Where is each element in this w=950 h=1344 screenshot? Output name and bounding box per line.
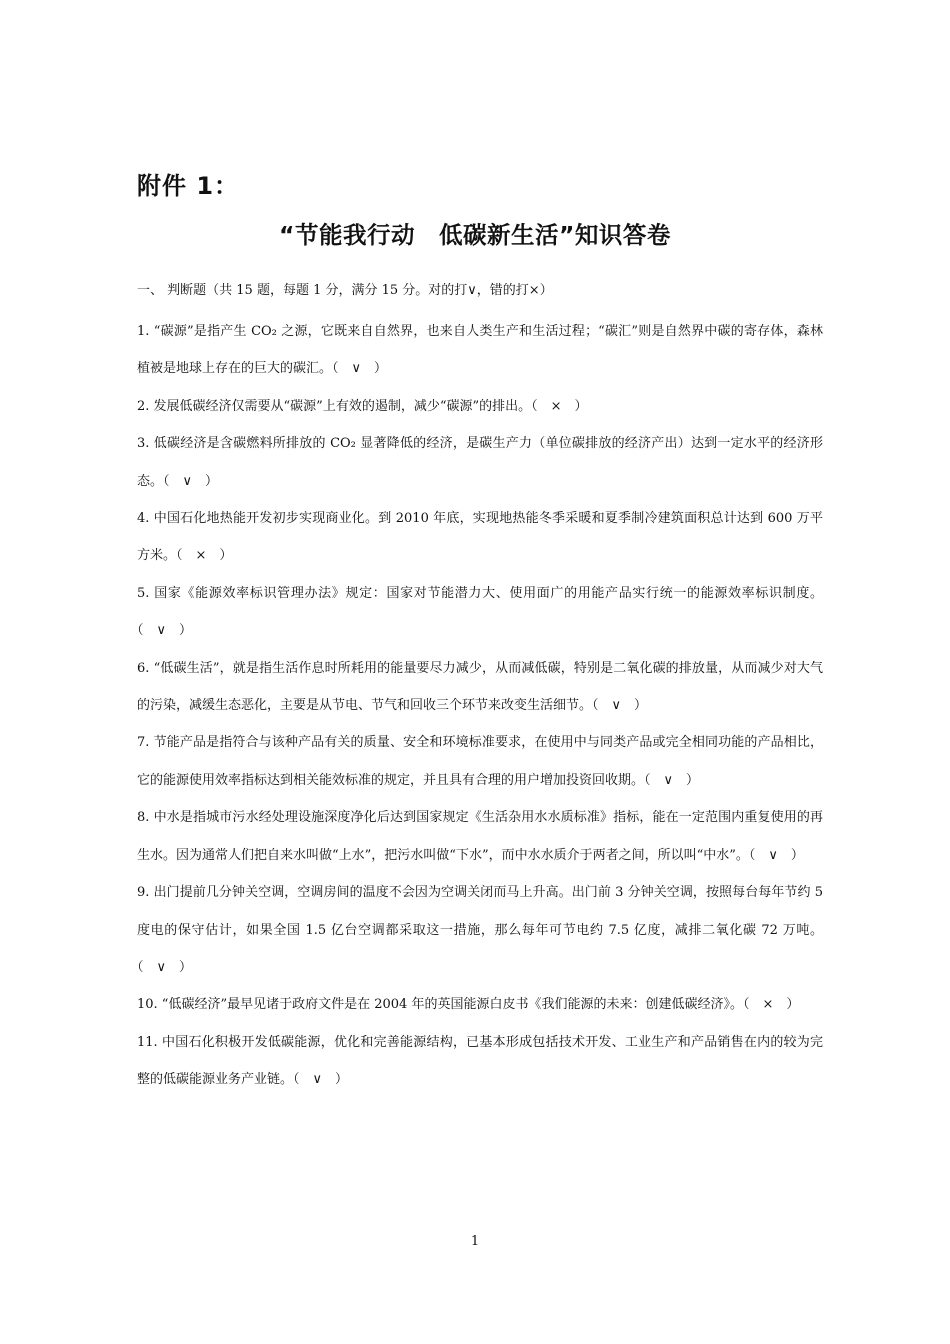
- question-text: 5. 国家《能源效率标识管理办法》规定：国家对节能潜力大、使用面广的用能产品实行统一的能源效率标识制度。: [137, 585, 823, 601]
- question-text: 11. 中国石化积极开发低碳能源，优化和完善能源结构，已基本形成包括技术开发、工业生产和产品销售在内的较为完整的低碳能源业务产业链。: [137, 1034, 823, 1088]
- question-answer: （ ∨ ）: [293, 1072, 349, 1088]
- question-item: [137, 425, 823, 500]
- question-text: 10. “低碳经济”最早见诸于政府文件是在 2004 年的英国能源白皮书《我们能源的未来：创建低碳经济》。: [137, 997, 743, 1013]
- question-answer: （ × ）: [176, 548, 233, 564]
- question-item: [137, 575, 823, 650]
- question-answer: （ ∨ ）: [137, 623, 193, 639]
- section-heading: 一、 判断题（共 15 题，每题 1 分，满分 15 分。对的打∨，错的打×）: [137, 283, 553, 298]
- question-answer: （ ∨ ）: [592, 698, 648, 714]
- page-number: 1: [470, 1234, 480, 1249]
- question-item: [137, 799, 823, 874]
- question-answer: （ ∨ ）: [137, 959, 193, 975]
- question-text: 3. 低碳经济是含碳燃料所排放的 CO₂ 显著降低的经济，是碳生产力（单位碳排放的经济产出）达到一定水平的经济形态。: [137, 436, 823, 489]
- question-item: [137, 650, 823, 725]
- attachment-label: 附件 1：: [137, 172, 240, 200]
- question-answer: （ ∨ ）: [644, 772, 700, 788]
- question-answer: （ × ）: [742, 997, 800, 1013]
- question-answer: （ ∨ ）: [748, 847, 804, 863]
- question-answer: （ ∨ ）: [332, 361, 388, 377]
- question-answer: （ × ）: [531, 398, 588, 414]
- question-text: 8. 中水是指城市污水经处理设施深度净化后达到国家规定《生活杂用水水质标准》指标，能在一定范围内重复使用的再生水。因为通常人们把自来水叫做“上水”，把污水叫做“下水”，而中水水质介于两者之间，所以叫“中水”。: [137, 810, 823, 863]
- question-item: [137, 724, 823, 799]
- question-text: 4. 中国石化地热能开发初步实现商业化。到 2010 年底，实现地热能冬季采暖和夏季制冷建筑面积总计达到 600 万平方米。: [137, 511, 823, 564]
- question-text: 6. “低碳生活”，就是指生活作息时所耗用的能量要尽力减少，从而减低碳，特别是二氧化碳的排放量，从而减少对大气的污染，减缓生态恶化，主要是从节电、节气和回收三个环节来改变生活细节。: [137, 660, 823, 714]
- question-item: [137, 313, 823, 388]
- question-item: [137, 500, 823, 575]
- question-answer: （ ∨ ）: [163, 473, 219, 489]
- question-text: 7. 节能产品是指符合与该种产品有关的质量、安全和环境标准要求，在使用中与同类产品或完全相同功能的产品相比，它的能源使用效率指标达到相关能效标准的规定，并且具有合理的用户增加投资回收期。: [137, 735, 823, 788]
- question-text: 2. 发展低碳经济仅需要从“碳源”上有效的遏制，减少“碳源”的排出。: [137, 398, 532, 414]
- question-list: [137, 313, 823, 1099]
- question-item: [137, 1024, 823, 1099]
- question-text: 9. 出门提前几分钟关空调，空调房间的温度不会因为空调关闭而马上升高。出门前 3 分钟关空调，按照每台每年节约 5 度电的保守估计，如果全国 1.5 亿台空调都采取这一措施，那么每年可节电约 7.5 亿度，减排二氧化碳 72 万吨。: [137, 885, 823, 938]
- question-item: [137, 874, 823, 986]
- question-item: [137, 986, 823, 1023]
- question-item: [137, 388, 823, 425]
- question-text: 1. “碳源”是指产生 CO₂ 之源，它既来自自然界，也来自人类生产和生活过程；“碳汇”则是自然界中碳的寄存体，森林植被是地球上存在的巨大的碳汇。: [137, 324, 823, 377]
- page-title: “节能我行动 低碳新生活”知识答卷: [279, 221, 671, 249]
